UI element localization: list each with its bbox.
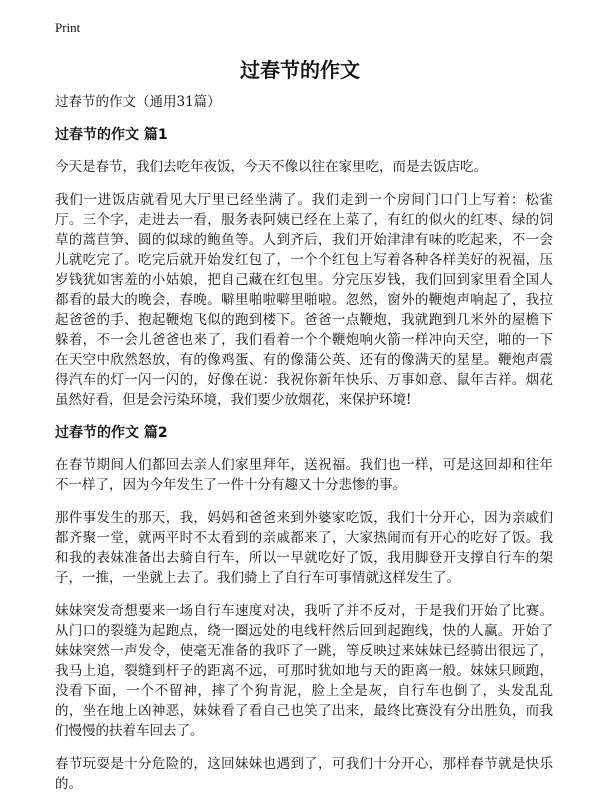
article-body bbox=[55, 92, 553, 807]
paragraph: 今天是春节，我们去吃年夜饭，今天不像以往在家里吃，而是去饭店吃。 bbox=[55, 159, 487, 175]
page-title: 过春节的作文 bbox=[240, 58, 360, 82]
paragraph: 在春节期间人们都回去亲人们家里拜年，送祝福。我们也一样，可是这回却和往年不一样了，因为今年发生了一件十分有趣又十分悲惨的事。 bbox=[55, 457, 553, 493]
paragraph: 春节玩耍是十分危险的，这回妹妹也遇到了，可我们十分开心，那样春节就是快乐的。 bbox=[55, 756, 553, 792]
section-1 bbox=[55, 125, 553, 410]
section-heading: 过春节的作文 篇1 bbox=[55, 127, 168, 143]
section-heading: 过春节的作文 篇2 bbox=[55, 425, 168, 441]
section-2 bbox=[55, 423, 553, 794]
paragraph: 那件事发生的那天，我，妈妈和爸爸来到外婆家吃饭，我们十分开心，因为亲戚们都齐聚一堂，就两平时不太看到的亲戚都来了，大家热闹而有开心的吃好了饭。我和我的表妹准备出去骑自行车，所以一早就吃好了饭，我用脚登开支撑自行车的架子，一推，一坐就上去了。我们骑上了自行车可事情就这样发生了。 bbox=[55, 510, 553, 586]
paragraph: 妹妹突发奇想要来一场自行车速度对决，我听了并不反对，于是我们开始了比赛。从门口的裂缝为起跑点，绕一圈远处的电线杆然后回到起跑线，快的人赢。开始了妹妹突然一声发令，使毫无准备的我吓了一跳，等反映过来妹妹已经骑出很远了，我马上追，裂缝到杆子的距离不远，可那时犹如地与天的距离一般。妹妹只顾跑，没看下面，一个不留神，摔了个狗肯泥，脸上全是灰，自行车也倒了，头发乱乱的，坐在地上凶神恶，妹妹看了看自己也笑了出来，最终比赛没有分出胜负，而我们慢慢的扶着车回去了。 bbox=[55, 603, 553, 739]
print-link[interactable]: Print bbox=[55, 20, 81, 35]
paragraph: 我们一进饭店就看见大厅里已经坐满了。我们走到一个房间门口门上写着：松雀厅。三个字，走进去一看，服务表阿姨已经在上菜了，有红的似火的红枣、绿的饲草的蒿苣笋、圆的似球的鲍鱼等。人到齐后，我们开始津津有味的吃起来，不一会儿就吃完了。吃完后就开始发红包了，一个个红包上写着各种各样美好的祝福，压岁钱犹如害羞的小姑娘，把自己藏在红包里。分完压岁钱，我们回到家里看全国人都看的最大的晚会，春晚。噼里啪啦噼里啪啦。忽然，窗外的鞭炮声响起了，我拉起爸爸的手、抱起鞭炮飞似的跑到楼下。爸爸一点鞭炮，我就跑到几米外的屋檐下躲着，不一会儿爸爸也来了，我们看着一个个鞭炮响火箭一样冲向天空，啪的一下在天空中欣然怒放，有的像鸡蛋、有的像蒲公英、还有的像满天的星星。鞭炮声震得汽车的灯一闪一闪的，好像在说：我祝你新年快乐、万事如意、鼠年吉祥。烟花虽然好看，但是会污染环境，我们要少放烟花，来保护环境! bbox=[55, 192, 553, 408]
article-subtitle: 过春节的作文（通用31篇） bbox=[55, 94, 221, 110]
